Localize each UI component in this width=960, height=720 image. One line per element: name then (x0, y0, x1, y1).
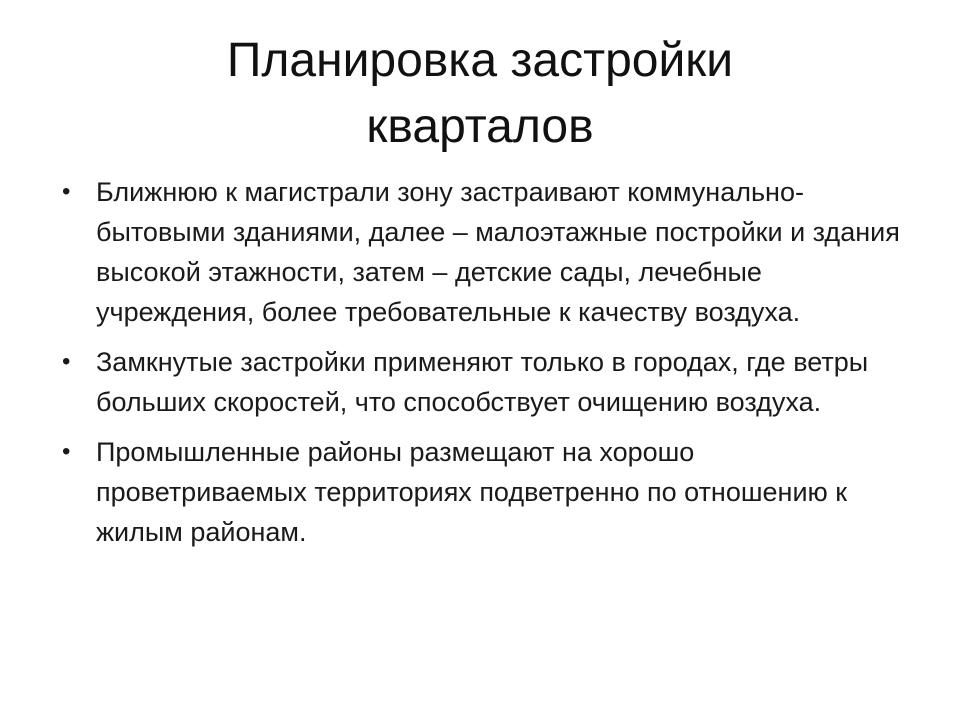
bullet-text-2: Замкнутые застройки применяют только в городах, где ветры больших скоростей, что способствует очищению воздуха. (96, 347, 869, 417)
slide-title-line-1: Планировка застройки (226, 34, 734, 87)
slide-title-line-2: кварталов (366, 100, 594, 153)
bullet-icon: • (62, 348, 71, 375)
bullet-text-3: Промышленные районы размещают на хорошо проветриваемых территориях подветренно по отношению к жилым районам. (96, 437, 848, 547)
bullet-item-2 (60, 342, 910, 422)
bullet-item-1 (60, 172, 910, 332)
bullet-item-3 (60, 432, 910, 552)
bullet-list (60, 172, 910, 562)
bullet-icon: • (62, 438, 71, 465)
slide-title (60, 28, 900, 160)
bullet-text-1: Ближнюю к магистрали зону застраивают коммунально-бытовыми зданиями, далее – малоэтажные постройки и здания высокой этажности, затем – детские сады, лечебные учреждения, более требовательные к качеству воздуха. (96, 177, 900, 327)
bullet-icon: • (62, 178, 71, 205)
